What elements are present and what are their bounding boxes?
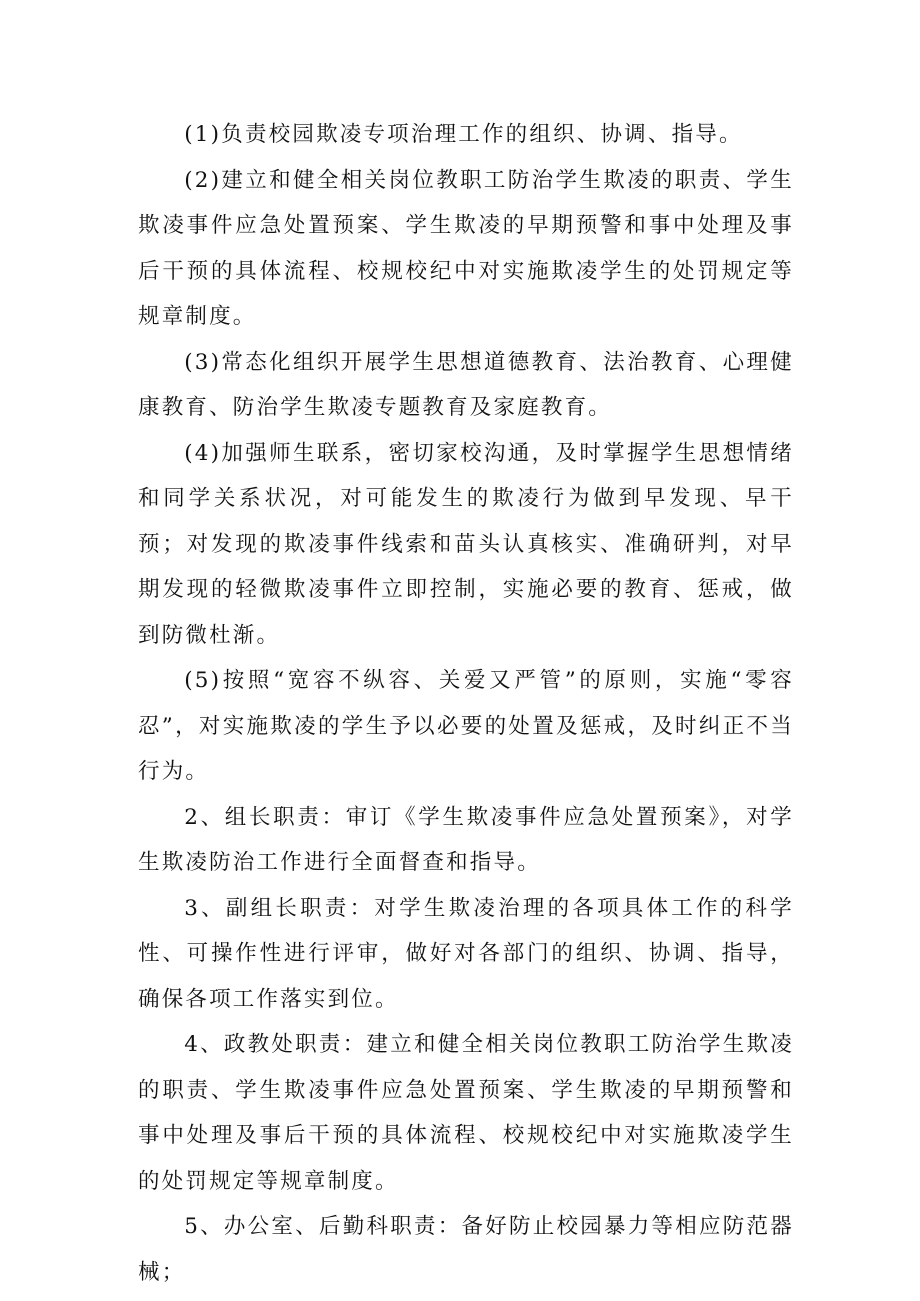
paragraph-deputy-leader-duty: 3、副组长职责：对学生欺凌治理的各项具体工作的科学性、可操作性进行评审，做好对各部门的组织、协调、指导，确保各项工作落实到位。 (138, 895, 794, 1012)
document-body (138, 112, 794, 1295)
paragraph-office-logistics-duty: 5、办公室、后勤科职责：备好防止校园暴力等相应防范器械； (138, 1214, 794, 1285)
paragraph-political-office-duty: 4、政教处职责：建立和健全相关岗位教职工防治学生欺凌的职责、学生欺凌事件应急处置预案、学生欺凌的早期预警和事中处理及事后干预的具体流程、校规校纪中对实施欺凌学生的处罚规定等规章制度。 (138, 1032, 794, 1194)
paragraph-leader-duty: 2、组长职责：审订《学生欺凌事件应急处置预案》，对学生欺凌防治工作进行全面督查和指导。 (138, 804, 794, 875)
paragraph-item-2: (2)建立和健全相关岗位教职工防治学生欺凌的职责、学生欺凌事件应急处置预案、学生欺凌的早期预警和事中处理及事后干预的具体流程、校规校纪中对实施欺凌学生的处罚规定等规章制度。 (138, 167, 794, 329)
paragraph-item-4: (4)加强师生联系，密切家校沟通，及时掌握学生思想情绪和同学关系状况，对可能发生的欺凌行为做到早发现、早干预；对发现的欺凌事件线索和苗头认真核实、准确研判，对早期发现的轻微欺凌事件立即控制，实施必要的教育、惩戒，做到防微杜渐。 (138, 440, 794, 648)
paragraph-item-5: (5)按照“宽容不纵容、关爱又严管”的原则，实施“零容忍”，对实施欺凌的学生予以必要的处置及惩戒，及时纠正不当行为。 (138, 668, 794, 784)
paragraph-item-1: (1)负责校园欺凌专项治理工作的组织、协调、指导。 (184, 122, 743, 147)
paragraph-item-3: (3)常态化组织开展学生思想道德教育、法治教育、心理健康教育、防治学生欺凌专题教育及家庭教育。 (138, 349, 794, 420)
